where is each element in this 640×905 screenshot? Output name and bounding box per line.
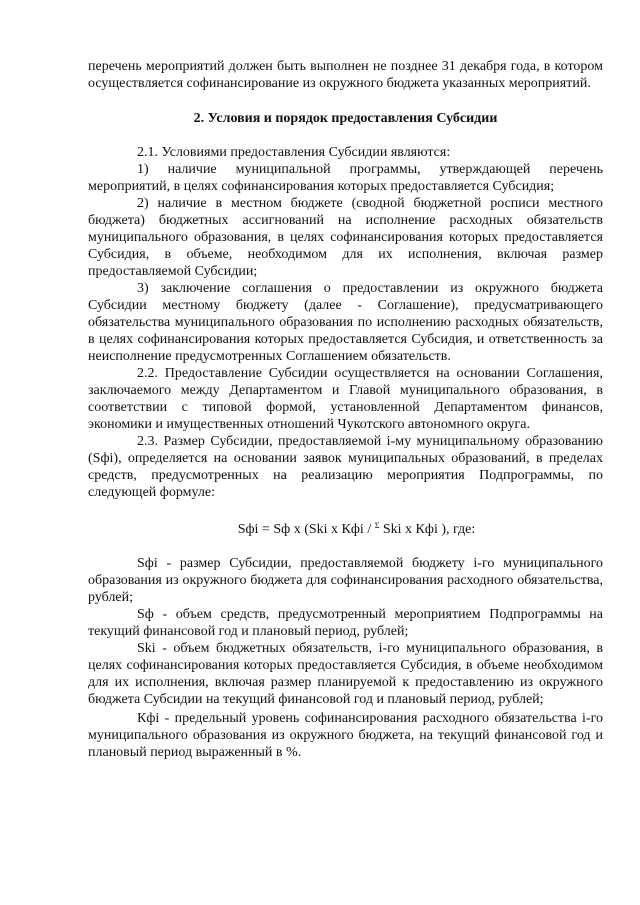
subsidy-formula bbox=[88, 517, 603, 538]
definition-ski: Ski - объем бюджетных обязательств, i-го муниципального образования, в целях софинансирования которых предоставляется Субсидия, в объеме необходимом для их исполнения, включая размер планируемой к предоставлению из окружного бюджета Субсидии на текущий финансовой год и плановый период, рублей; bbox=[88, 641, 603, 707]
condition-1: 1) наличие муниципальной программы, утверждающей перечень мероприятий, в целях софинансирования которых предоставляется Субсидия; bbox=[88, 162, 603, 194]
clause-2-1: 2.1. Условиями предоставления Субсидии являются: bbox=[137, 145, 451, 160]
clause-2-2: 2.2. Предоставление Субсидии осуществляется на основании Соглашения, заключаемого между Департаментом и Главой муниципального образования, в соответствии с типовой формой, установленной Департаментом финансов, экономики и имущественных отношений Чукотского автономного округа. bbox=[88, 366, 603, 432]
intro-paragraph: перечень мероприятий должен быть выполнен не позднее 31 декабря года, в котором осуществляется софинансирование из окружного бюджета указанных мероприятий. bbox=[88, 59, 603, 91]
condition-3: 3) заключение соглашения о предоставлении из окружного бюджета Субсидии местному бюджету (далее - Соглашение), предусматривающего обязательства муниципального образования по исполнению расходных обязательств, в целях софинансирования которых предоставляется Субсидия, и ответственность за неисполнение предусмотренных Соглашением обязательств. bbox=[88, 281, 603, 364]
definition-sfi: Sфi - размер Субсидии, предоставляемой бюджету i-го муниципального образования из окружного бюджета для софинансирования расходного обязательства, рублей; bbox=[88, 556, 603, 605]
formula-tail: Ski x Кфi ), где: bbox=[379, 522, 476, 537]
definition-kfi: Кфi - предельный уровень софинансирования расходного обязательства i-го муниципального образования из окружного бюджета, на текущий финансовой год и плановый период выраженный в %. bbox=[88, 711, 603, 760]
clause-2-3: 2.3. Размер Субсидии, предоставляемой i-му муниципальному образованию (Sфi), определяется на основании заявок муниципальных образований, в пределах средств, предусмотренных на реализацию мероприятия Подпрограммы, по следующей формуле: bbox=[88, 434, 603, 500]
formula-main: Sфi = Sф x (Ski x Кфi / bbox=[237, 522, 375, 537]
section-heading: 2. Условия и порядок предоставления Субсидии bbox=[193, 111, 498, 126]
definition-sf: Sф - объем средств, предусмотренный мероприятием Подпрограммы на текущий финансовой год и плановый период, рублей; bbox=[88, 607, 603, 639]
condition-2: 2) наличие в местном бюджете (сводной бюджетной росписи местного бюджета) бюджетных ассигнований на исполнение расходных обязательств муниципального образования, в целях софинансирования которых предоставляется Субсидия, в объеме, необходимом для их исполнения, включая размер предоставляемой Субсидии; bbox=[88, 196, 603, 279]
sigma-symbol: Σ bbox=[374, 521, 380, 530]
